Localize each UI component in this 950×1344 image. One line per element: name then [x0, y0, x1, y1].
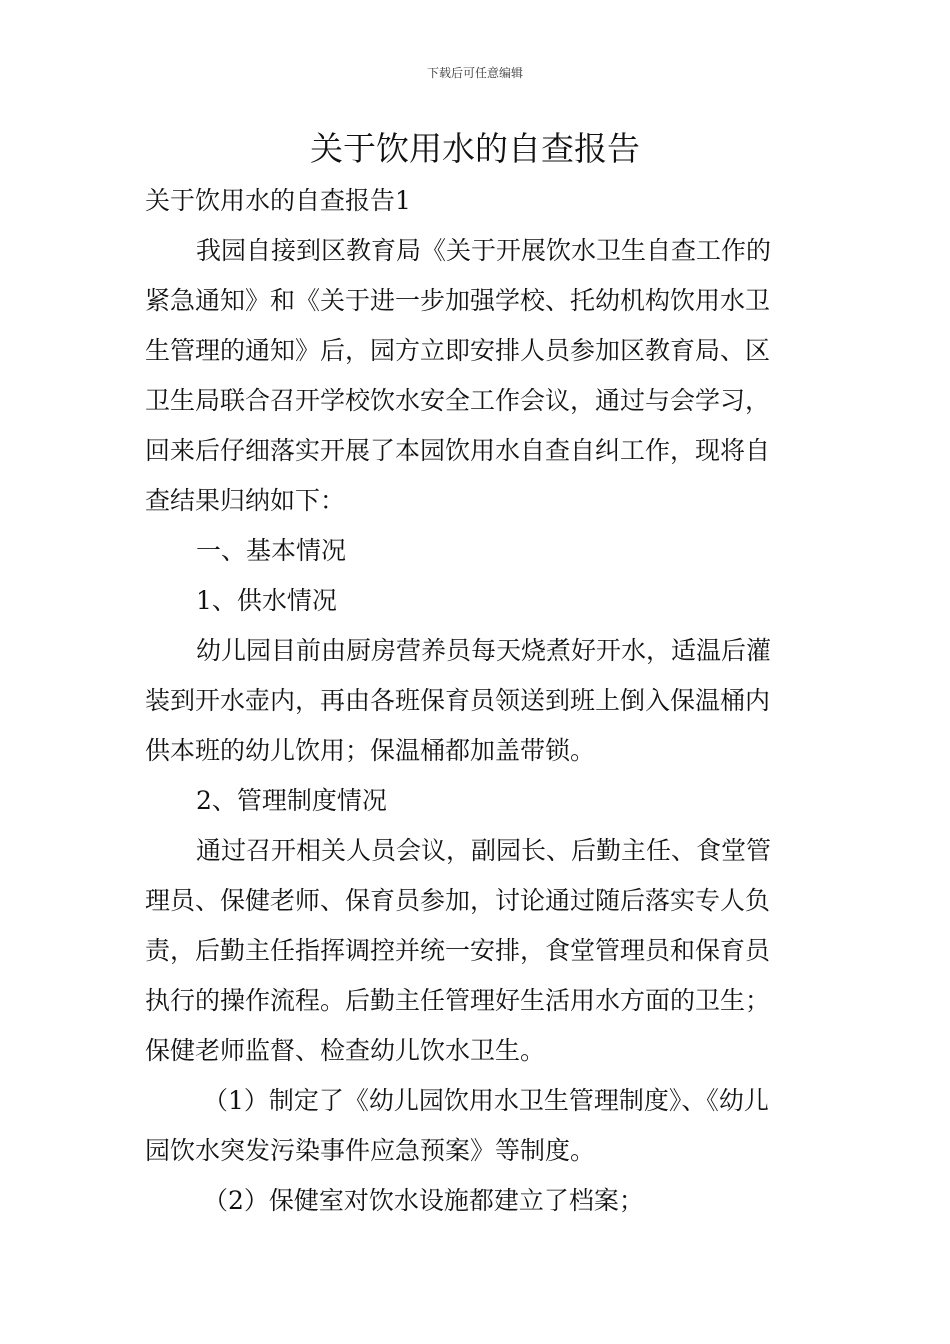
subtitle-line: 关于饮用水的自查报告1	[145, 186, 411, 215]
paragraph-line: 装到开水壶内，再由各班保育员领送到班上倒入保温桶内	[145, 686, 771, 715]
list-item-line: （1）制定了《幼儿园饮用水卫生管理制度》、《幼儿	[203, 1086, 769, 1115]
paragraph-line: 供本班的幼儿饮用；保温桶都加盖带锁。	[145, 736, 596, 765]
paragraph-line: 保健老师监督、检查幼儿饮水卫生。	[145, 1036, 546, 1065]
subsection-heading: 2、管理制度情况	[196, 786, 387, 815]
paragraph-line: 紧急通知》和《关于进一步加强学校、托幼机构饮用水卫	[145, 286, 771, 315]
section-heading: 一、基本情况	[196, 536, 347, 565]
paragraph-line: 理员、保健老师、保育员参加，讨论通过随后落实专人负	[145, 886, 771, 915]
list-item-line: 园饮水突发污染事件应急预案》等制度。	[145, 1136, 596, 1165]
document-body	[145, 176, 810, 1226]
list-item-line: （2）保健室对饮水设施都建立了档案；	[203, 1186, 644, 1215]
document-title: 关于饮用水的自查报告	[310, 129, 640, 168]
paragraph-line: 执行的操作流程。后勤主任管理好生活用水方面的卫生；	[145, 986, 771, 1015]
paragraph-line: 责，后勤主任指挥调控并统一安排，食堂管理员和保育员	[145, 936, 771, 965]
paragraph-line: 通过召开相关人员会议，副园长、后勤主任、食堂管	[196, 836, 772, 865]
paragraph-line: 生管理的通知》后，园方立即安排人员参加区教育局、区	[145, 336, 771, 365]
paragraph-line: 查结果归纳如下：	[145, 486, 346, 515]
paragraph-line: 卫生局联合召开学校饮水安全工作会议，通过与会学习，	[145, 386, 771, 415]
paragraph-line: 幼儿园目前由厨房营养员每天烧煮好开水，适温后灌	[196, 636, 772, 665]
header-note: 下载后可任意编辑	[426, 66, 523, 80]
paragraph-line: 我园自接到区教育局《关于开展饮水卫生自查工作的	[196, 236, 772, 265]
paragraph-line: 回来后仔细落实开展了本园饮用水自查自纠工作，现将自	[145, 436, 771, 465]
subsection-heading: 1、供水情况	[196, 586, 337, 615]
